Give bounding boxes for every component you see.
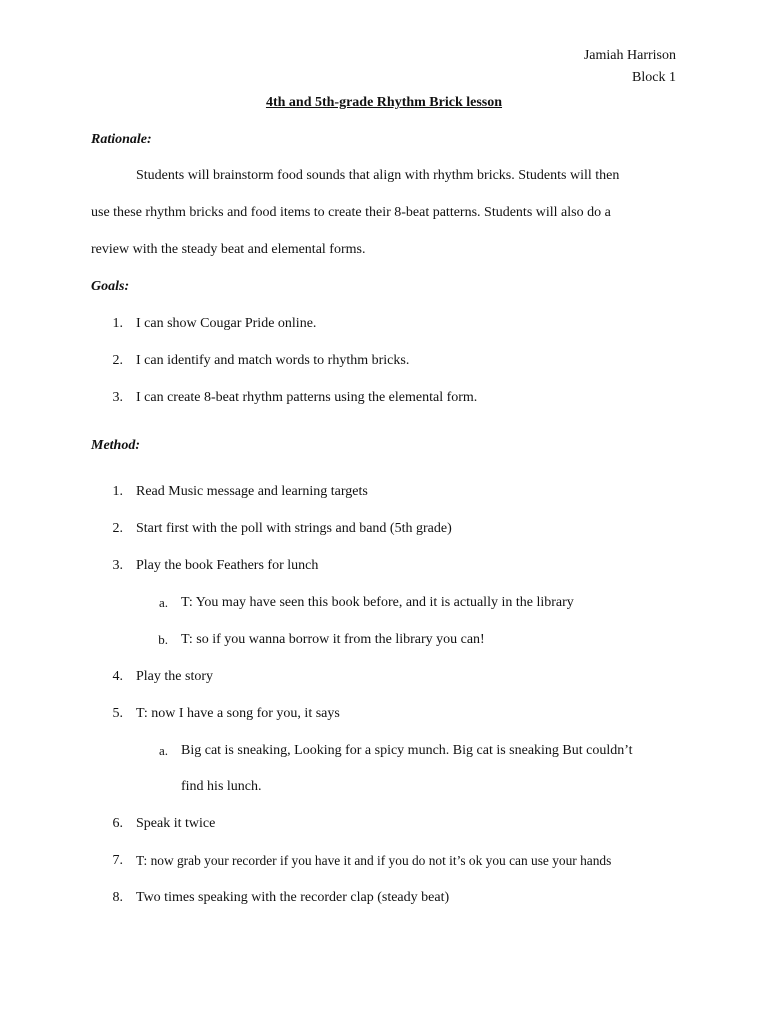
method-text: T: now I have a song for you, it says [136,706,340,721]
goal-number: 1. [112,316,123,331]
method-number: 5. [112,706,123,721]
method-number: 3. [112,558,123,573]
method-subletter: a. [158,743,168,758]
goal-text: I can show Cougar Pride online. [136,316,317,331]
rationale-line: use these rhythm bricks and food items to create their 8-beat patterns. Students will also do a [91,205,611,220]
document-title: 4th and 5th-grade Rhythm Brick lesson [265,95,503,110]
goal-text: I can create 8-beat rhythm patterns using the elemental form. [136,390,478,405]
method-subletter: a. [158,595,168,610]
goals-heading: Goals: [91,279,130,294]
method-subtext-continued: find his lunch. [181,779,262,794]
method-text: Play the story [136,669,213,684]
method-text: Two times speaking with the recorder clap (steady beat) [136,890,450,905]
method-number: 7. [112,853,123,868]
method-number: 2. [112,521,123,536]
method-text: Play the book Feathers for lunch [136,558,319,573]
rationale-line: review with the steady beat and elemental forms. [91,242,366,257]
method-number: 8. [112,890,123,905]
rationale-line: Students will brainstorm food sounds that align with rhythm bricks. Students will then [136,168,620,183]
block-label: Block 1 [632,70,676,85]
rationale-heading: Rationale: [91,132,152,147]
method-subtext: Big cat is sneaking, Looking for a spicy munch. Big cat is sneaking But couldn’t [181,743,633,758]
method-text: Start first with the poll with strings and band (5th grade) [136,521,452,536]
goal-number: 3. [112,390,123,405]
goal-number: 2. [112,353,123,368]
method-subtext: T: You may have seen this book before, and it is actually in the library [181,595,574,610]
method-subletter: b. [158,632,168,647]
method-subtext: T: so if you wanna borrow it from the library you can! [181,632,485,647]
method-number: 6. [112,816,123,831]
method-text: Read Music message and learning targets [136,484,368,499]
method-heading: Method: [91,438,140,453]
author-name: Jamiah Harrison [583,48,676,63]
goal-text: I can identify and match words to rhythm bricks. [136,353,410,368]
method-text: T: now grab your recorder if you have it and if you do not it’s ok you can use your hands [136,853,612,868]
method-text: Speak it twice [136,816,216,831]
method-number: 1. [112,484,123,499]
method-number: 4. [112,669,123,684]
